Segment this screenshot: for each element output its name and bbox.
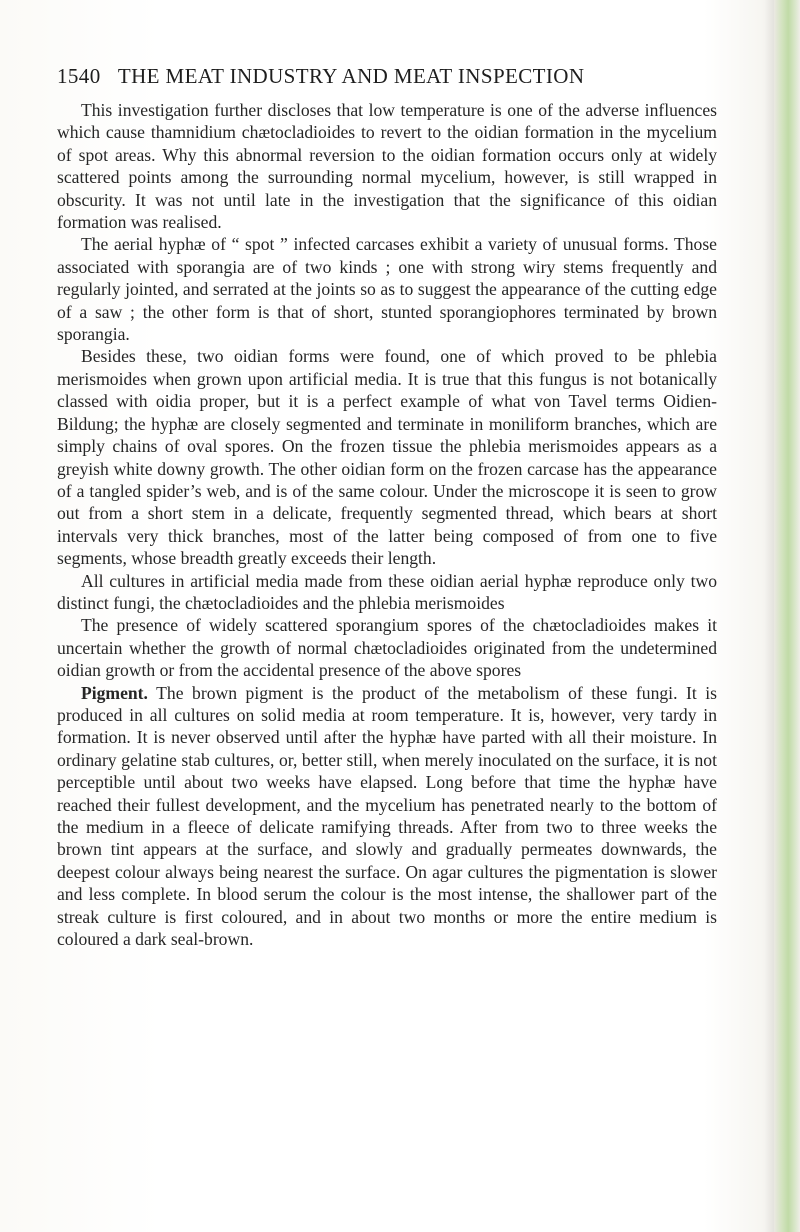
body-text (57, 99, 717, 950)
running-header (57, 64, 717, 89)
page-edge-shadow (764, 0, 774, 1232)
pigment-heading: Pigment. (81, 682, 148, 703)
page-number: 1540 (57, 64, 101, 88)
paragraph-cultures: All cultures in artificial media made from these oidian aerial hyphæ reproduce only two distinct fungi, the chætocladioides and the phlebia merismoides (57, 570, 717, 613)
pigment-text: The brown pigment is the product of the metabolism of these fungi. It is produced in all cultures on solid media at room temperature. It is, however, very tardy in formation. It is never observed until after the hyphæ have parted with all their moisture. In ordinary gelatine stab cultures, or, better still, when merely inoculated on the surface, it is not perceptible until about two weeks have elapsed. Long before that time the hyphæ have reached their fullest development, and the mycelium has penetrated nearly to the bottom of the medium in a fleece of delicate ramifying threads. After from two to three weeks the brown tint appears at the surface, and slowly and gradually permeates downwards, the deepest colour always being nearest the surface. On agar cultures the pigmentation is slower and less complete. In blood serum the colour is the most intense, the shallower part of the streak culture is first coloured, and in about two months or more the entire medium is coloured a dark seal-brown. (57, 682, 717, 950)
paragraph-sporangium-spores: The presence of widely scattered sporangium spores of the chætocladioides makes it uncertain whether the growth of normal chætocladioides originated from the undetermined oidian growth or from the accidental presence of the above spores (57, 615, 717, 681)
page-edge-strip (774, 0, 800, 1232)
paragraph-oidian-forms: Besides these, two oidian forms were found, one of which proved to be phlebia merismoides when grown upon artificial media. It is true that this fungus is not botanically classed with oidia proper, but it is a perfect example of what von Tavel terms Oidien-Bildung; the hyphæ are closely segmented and terminate in moniliform branches, which are simply chains of oval spores. On the frozen tissue the phlebia merismoides appears as a greyish white downy growth. The other oidian form on the frozen carcase has the appearance of a tangled spider’s web, and is of the same colour. Under the microscope it is seen to grow out from a short stem in a delicate, frequently segmented thread, which bears at short intervals very thick branches, most of the latter being composed of from one to five segments, whose breadth greatly exceeds their length. (57, 346, 717, 569)
paragraph-low-temperature: This investigation further discloses that low temperature is one of the adverse influences which cause thamnidium chætocladioides to revert to the oidian formation in the mycelium of spot areas. Why this abnormal reversion to the oidian formation occurs only at widely scattered points among the surrounding normal mycelium, however, is still wrapped in obscurity. It was not until late in the investigation that the significance of this oidian formation was realised. (57, 100, 717, 233)
paragraph-pigment (57, 682, 717, 951)
running-title: THE MEAT INDUSTRY AND MEAT INSPECTION (117, 64, 585, 88)
paragraph-aerial-hyphae: The aerial hyphæ of “ spot ” infected carcases exhibit a variety of unusual forms. Those associated with sporangia are of two kinds ; one with strong wiry stems frequently and regularly jointed, and serrated at the joints so as to suggest the appearance of the cutting edge of a saw ; the other form is that of short, stunted sporangiophores terminated by brown sporangia. (57, 234, 717, 345)
